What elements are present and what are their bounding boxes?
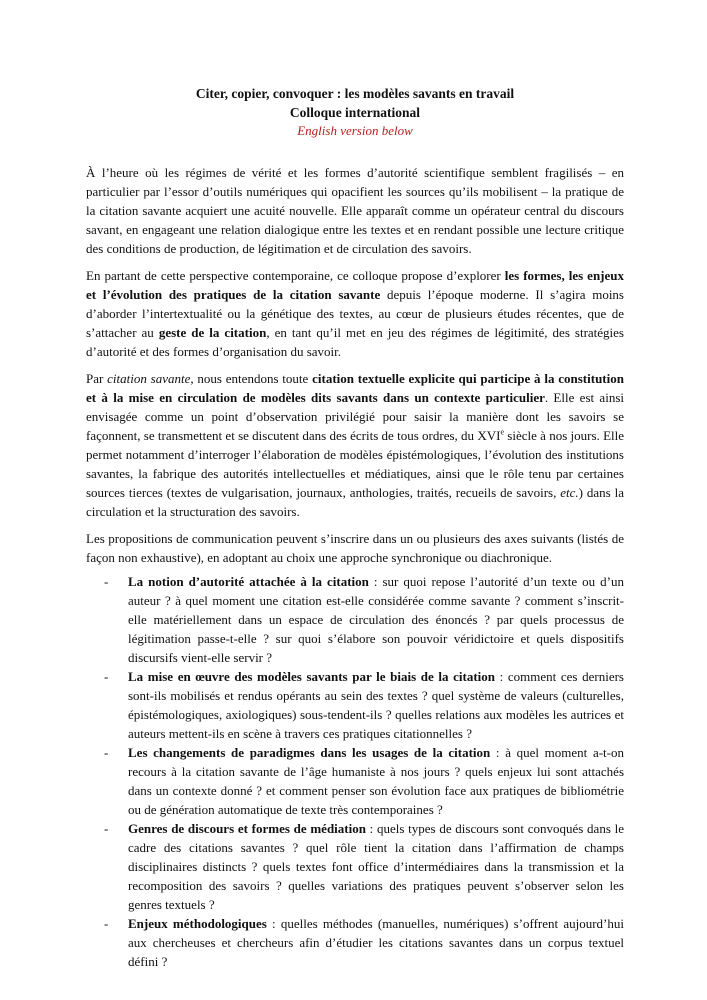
p3-text-h: ) dans la circulation et la structuration des savoirs.: [86, 485, 624, 519]
p2-text-a: En partant de cette perspective contemporaine, ce colloque propose d’explorer: [86, 268, 505, 283]
list-dash: -: [104, 916, 109, 931]
axis-title: Enjeux méthodologiques: [128, 916, 267, 931]
axis-title: Les changements de paradigmes dans les usages de la citation: [128, 745, 491, 760]
p3-text-c: , nous entendons toute: [190, 371, 313, 386]
p3-text-e: . Elle est ainsi envisagée comme un point d’observation privilégié pour saisir la manière dont les savoirs se façonnent, se transmettent et se discutent dans des écrits de tous ordres, du XVI: [86, 390, 624, 443]
paragraph-proposals: Les propositions de communication peuvent s’inscrire dans un ou plusieurs des axes suivants (listés de façon non exhaustive), en adoptant au choix une approche synchronique ou diachronique.: [86, 531, 624, 565]
list-dash: -: [104, 821, 109, 836]
paragraph-definition: [86, 369, 624, 521]
axis-text: : sur quoi repose l’autorité d’un texte ou d’un auteur ? à quel moment une citation est-elle considérée comme savante ? comment s’inscrit-elle matériellement dans un espace de circulation des énoncés ? par quels processus de légitimation passe-t-elle ? sur quoi s’élabore son pouvoir véridictoire et quels dispositifs discursifs vient-elle servir ?: [128, 574, 624, 665]
axis-title: La mise en œuvre des modèles savants par le biais de la citation: [128, 669, 496, 684]
list-dash: -: [104, 669, 109, 684]
document-title: Citer, copier, convoquer : les modèles savants en travail: [195, 86, 515, 101]
list-item: [86, 743, 624, 819]
axis-title: Genres de discours et formes de médiation: [128, 821, 366, 836]
axis-title: La notion d’autorité attachée à la citation: [128, 574, 369, 589]
list-item: [86, 819, 624, 914]
p3-etc: etc.: [560, 485, 579, 500]
list-item: [86, 667, 624, 743]
axis-text: : comment ces derniers sont-ils mobilisés et rendus opérants au sein des textes ? quel système de valeurs (culturelles, épistémologiques, axiologiques) sous-tendent-ils ? quelles relations aux modèles les autrices et auteurs mettent-ils en scène à travers ces pratiques citationnelles ?: [128, 669, 624, 741]
document-subtitle: Colloque international: [289, 105, 421, 120]
p2-text-e: , en tant qu’il met en jeu des régimes de légitimité, des stratégies d’autorité et des formes d’organisation du savoir.: [86, 325, 624, 359]
p2-emphasis-gesture: geste de la citation: [158, 325, 267, 340]
axis-text: : quelles méthodes (manuelles, numériques) s’offrent aujourd’hui aux chercheuses et chercheurs afin d’étudier les citations savantes dans un corpus textuel défini ?: [128, 916, 624, 969]
paragraph-intro: À l’heure où les régimes de vérité et les formes d’autorité scientifique semblent fragilisés – en particulier par l’essor d’outils numériques qui opacifient les sources qu’ils mobilisent – la pratique de la citation savante acquiert une acuité nouvelle. Elle apparaît comme un opérateur central du discours savant, en engageant une relation dialogique entre les textes et en rendant possible une lecture critique des conditions de production, de légitimation et de circulation des savoirs.: [86, 165, 624, 256]
list-dash: -: [104, 745, 109, 760]
p3-term: citation savante: [107, 371, 191, 386]
p3-superscript: e: [500, 427, 505, 437]
p2-emphasis-forms: les formes, les enjeux et l’évolution des pratiques de la citation savante: [86, 268, 625, 302]
list-dash: -: [104, 574, 109, 589]
paragraph-perspective: [86, 266, 624, 361]
document-page: [86, 84, 624, 971]
axes-list: [86, 572, 624, 971]
english-version-link[interactable]: English version below: [297, 123, 413, 138]
p2-text-c: depuis l’époque moderne. Il s’agira moins d’aborder l’intertextualité ou la génétique des textes, au cœur de plusieurs études récentes, que de s’attacher au: [86, 287, 624, 340]
p3-emphasis: citation textuelle explicite qui participe à la constitution et à la mise en circulation de modèles dits savants dans un contexte particulier: [86, 371, 624, 405]
p3-text-a: Par: [86, 371, 108, 386]
list-item: [86, 572, 624, 667]
axis-text: : quels types de discours sont convoqués dans le cadre des citations savantes ? quel rôle tient la citation dans l’affirmation de champs disciplinaires distincts ? quels textes font office d’intermédiaires dans la transmission et la recomposition des savoirs ? quelles variations des pratiques peuvent s’observer selon les genres textuels ?: [128, 821, 624, 912]
p3-text-f: siècle à nos jours. Elle permet notamment d’interroger l’élaboration de modèles épistémologiques, l’évolution des institutions savantes, la fabrique des autorités intellectuelles et médiatiques, ainsi que le rôle tenu par certaines sources tierces (textes de vulgarisation, journaux, anthologies, traités, recueils de savoirs,: [86, 428, 625, 500]
list-item: [86, 914, 624, 971]
axis-text: : à quel moment a-t-on recours à la citation savante de l’âge humaniste à nos jours ? quels enjeux lui sont attachés dans un contexte donné ? et comment penser son évolution face aux pratiques de bibliométrie ou de génération automatique de texte très contemporaines ?: [128, 745, 624, 817]
